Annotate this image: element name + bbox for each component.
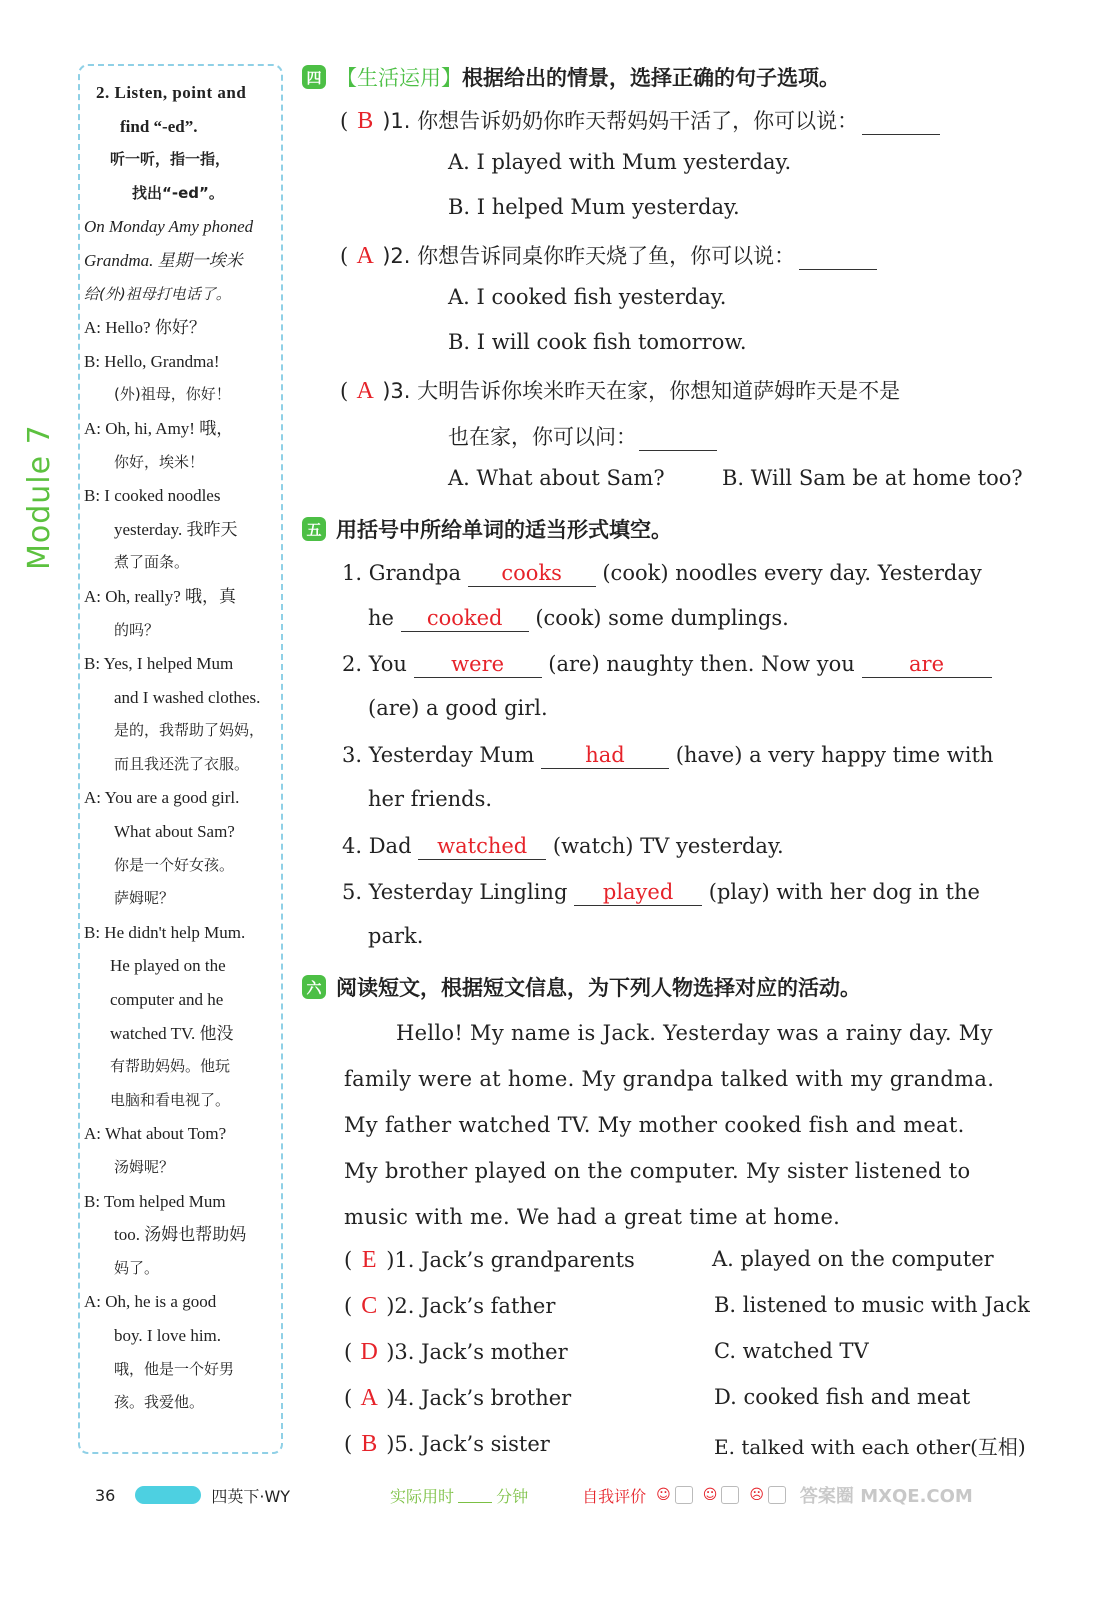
section-4-heading [302,62,840,92]
dialogue-line: A: You are a good girl. [84,788,240,808]
time-label: 实际用时 [390,1486,455,1506]
option: A. What about Sam? [448,466,665,490]
dialogue-line: 的吗？ [114,620,160,639]
match-row: ( A )4. Jack’s brother [344,1385,572,1411]
section-5-heading [302,514,672,544]
smile-face-icon: ☺ [656,1487,671,1503]
dialogue-line: 妈了。 [114,1258,160,1277]
section-title: 根据给出的情景，选择正确的句子选项。 [462,66,840,90]
option: B. Will Sam be at home too? [722,466,1023,490]
question-row: ( B )1. 你想告诉奶奶你昨天帮妈妈干活了，你可以说： [340,105,940,135]
answer-blank[interactable]: were [414,651,542,678]
fill-row [368,605,789,632]
page-number: 36 [95,1485,116,1505]
text: 4. Dad [342,834,412,858]
dialogue-line: He played on the [110,956,226,976]
answer: B [361,1431,378,1457]
text: (play) with her dog in the [708,880,980,904]
match-left: )3. Jack’s mother [386,1340,568,1364]
section-title: 用括号中所给单词的适当形式填空。 [336,518,672,542]
fill-row [342,742,993,769]
time-unit: 分钟 [496,1486,529,1506]
match-left: )2. Jack’s father [386,1294,556,1318]
answer: E [361,1247,377,1273]
question-row [448,421,717,451]
match-left: )4. Jack’s brother [386,1386,572,1410]
dialogue-line: B: Tom helped Mum [84,1191,226,1211]
question-text: )1. 你想告诉奶奶你昨天帮妈妈干活了，你可以说： [382,109,859,133]
dialogue-line: A: What about Tom? [84,1124,227,1144]
answer-blank[interactable]: are [862,651,992,678]
sidebar-title: find “-ed”. [120,116,198,136]
fill-row [342,560,982,587]
fill-row [342,833,784,860]
dialogue-line: 哦，他是一个好男 [114,1359,235,1378]
section-title: 阅读短文，根据短文信息，为下列人物选择对应的活动。 [336,976,861,1000]
dialogue-line: B: Yes, I helped Mum [84,654,234,674]
fill-row [342,879,980,906]
brand-logo [135,1486,201,1504]
text: 5. Yesterday Lingling [342,880,568,904]
passage-line: My brother played on the computer. My sister listened to [344,1159,971,1183]
question-row: ( A )2. 你想告诉同桌你昨天烧了鱼，你可以说： [340,240,877,270]
dialogue-line: too. 汤姆也帮助妈 [114,1225,247,1245]
fill-row: (are) a good girl. [368,696,548,720]
section-badge: 六 [302,975,326,999]
fill-row [342,651,992,678]
dialogue-line: 是的，我帮助了妈妈， [114,721,265,740]
dialogue-line: 电脑和看电视了。 [110,1090,231,1109]
answer-blank[interactable] [799,243,877,270]
option: B. I will cook fish tomorrow. [448,330,747,354]
answer-blank[interactable]: played [574,879,702,906]
match-left: )1. Jack’s grandparents [386,1248,635,1272]
page-footer [95,1480,1085,1510]
question-row: ( A )3. 大明告诉你埃米昨天在家，你想知道萨姆昨天是不是 [340,378,901,404]
text: he [368,606,394,630]
question-text: )2. 你想告诉同桌你昨天烧了鱼，你可以说： [382,244,796,268]
answer-blank[interactable]: had [541,742,669,769]
passage-line: music with me. We had a great time at home. [344,1205,841,1229]
module-label: Module 7 [22,424,57,570]
match-right: C. watched TV [714,1339,869,1363]
checkbox[interactable] [768,1486,786,1504]
text: 3. Yesterday Mum [342,743,535,767]
match-right: D. cooked fish and meat [714,1385,971,1409]
match-right: A. played on the computer [712,1247,994,1271]
dialogue-line: 有帮助妈妈。他玩 [110,1057,231,1076]
fill-row: her friends. [368,787,493,811]
answer-blank[interactable]: cooks [468,560,596,587]
fill-row: park. [368,924,424,948]
section-badge: 四 [302,65,326,89]
section-tag: 【生活运用】 [336,66,462,90]
text: (have) a very happy time with [675,743,994,767]
question-text: 也在家，你可以问： [448,425,637,449]
neutral-face-icon: ☺ [702,1487,718,1503]
dialogue-line: 萨姆呢？ [114,889,175,908]
section-badge: 五 [302,517,326,541]
answer: A [356,378,374,404]
dialogue-line: and I washed clothes. [114,687,261,707]
match-right: E. talked with each other(互相) [714,1435,1026,1459]
dialogue-lines [84,210,275,1419]
text: (cook) some dumplings. [535,606,789,630]
match-row: ( B )5. Jack’s sister [344,1431,550,1457]
dialogue-line: 孩。我爱他。 [114,1393,205,1412]
dialogue-line: 你好，埃米！ [114,452,205,471]
dialogue-line: (外)祖母，你好！ [114,385,231,404]
text: (are) naughty then. Now you [548,652,855,676]
dialogue-line: A: Oh, really? 哦，真 [84,586,237,606]
dialogue-line: A: Oh, he is a good [84,1292,217,1312]
dialogue-line: computer and he [110,990,224,1010]
text: 2. You [342,652,407,676]
dialogue-line: A: Hello? 你好？ [84,318,206,338]
answer: D [360,1339,378,1365]
dialogue-line: 给(外)祖母打电话了。 [84,284,231,303]
sidebar-title-cn: 听一听，指一指， [110,150,231,169]
dialogue-line: 你是一个好女孩。 [114,855,235,874]
dialogue-line: 而且我还洗了衣服。 [114,754,250,773]
sad-face-icon: ☹ [749,1487,764,1503]
match-left: )5. Jack’s sister [386,1432,550,1456]
answer: A [360,1385,378,1411]
answer-blank[interactable]: cooked [401,605,529,632]
answer: B [357,108,374,134]
match-right: B. listened to music with Jack [714,1293,1030,1317]
match-row: ( E )1. Jack’s grandparents [344,1247,635,1273]
dialogue-sidebar [78,64,283,1454]
passage-line: Hello! My name is Jack. Yesterday was a rainy day. My [396,1021,993,1045]
answer-blank[interactable]: watched [418,833,546,860]
passage-line: My father watched TV. My mother cooked fish and meat. [344,1113,965,1137]
text: 1. Grandpa [342,561,461,585]
time-blank[interactable] [458,1488,492,1503]
sidebar-title-cn: 找出“-ed”。 [132,183,224,202]
dialogue-line: Grandma. 星期一埃米 [84,250,243,270]
dialogue-line: 汤姆呢？ [114,1158,175,1176]
dialogue-line: A: Oh, hi, Amy! 哦， [84,418,234,438]
section-6-heading [302,972,861,1002]
answer-blank[interactable] [639,424,717,451]
self-eval-label: 自我评价 [582,1486,647,1506]
match-row: ( C )2. Jack’s father [344,1293,556,1319]
checkbox[interactable] [675,1486,693,1504]
passage-line: family were at home. My grandpa talked with my grandma. [344,1067,995,1091]
text: (cook) noodles every day. Yesterday [602,561,982,585]
option: A. I played with Mum yesterday. [448,150,792,174]
dialogue-line: watched TV. 他没 [110,1023,234,1043]
dialogue-line: boy. I love him. [114,1325,222,1345]
answer: C [361,1293,378,1319]
dialogue-line: 煮了面条。 [114,553,190,572]
option: A. I cooked fish yesterday. [448,285,727,309]
dialogue-line: B: Hello, Grandma! [84,351,220,371]
text: (watch) TV yesterday. [552,834,784,858]
book-label: 四英下·WY [211,1486,291,1506]
dialogue-line: B: I cooked noodles [84,486,221,506]
dialogue-line: What about Sam? [114,822,235,842]
watermark: 答案圈 MXQE.COM [799,1486,973,1507]
sidebar-title: 2. Listen, point and [96,83,247,102]
answer: A [356,243,374,269]
option: B. I helped Mum yesterday. [448,195,740,219]
dialogue-line: B: He didn't help Mum. [84,922,246,942]
question-text: )3. 大明告诉你埃米昨天在家，你想知道萨姆昨天是不是 [382,379,901,403]
checkbox[interactable] [721,1486,739,1504]
dialogue-line: yesterday. 我昨天 [114,519,238,539]
match-row: ( D )3. Jack’s mother [344,1339,568,1365]
reading-passage [344,1010,1056,1240]
answer-blank[interactable] [862,108,940,135]
dialogue-line: On Monday Amy phoned [84,217,254,237]
